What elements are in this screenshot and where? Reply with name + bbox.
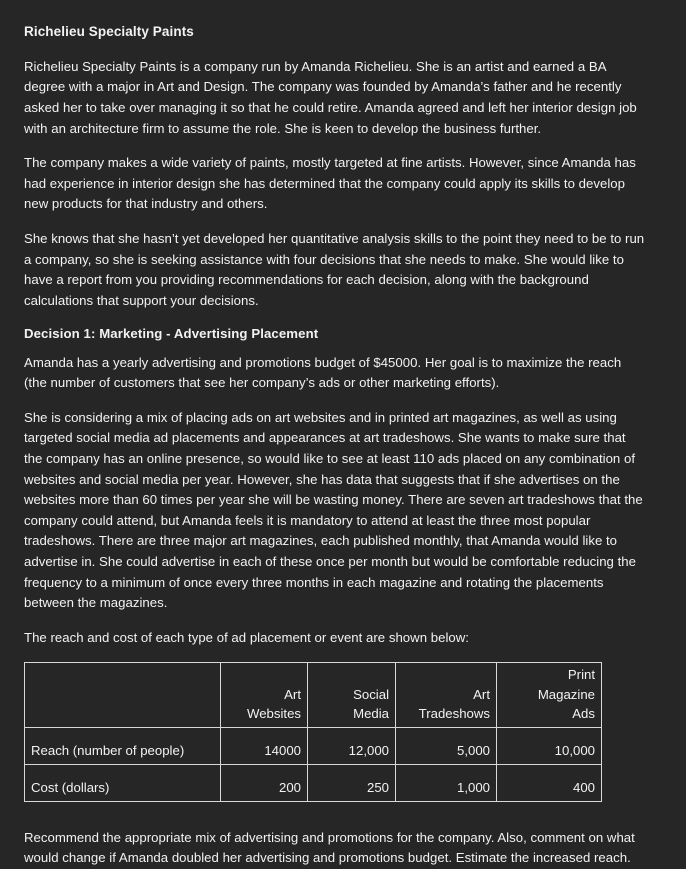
decision-1-heading: Decision 1: Marketing - Advertising Placement <box>24 326 319 342</box>
intro-paragraph-1: Richelieu Specialty Paints is a company run by Amanda Richelieu. She is an artist and earned a BA degree with a major in Art and Design. The company was founded by Amanda’s father and he recently asked her to take over managing it so that he could retire. Amanda agreed and left her interior design job with an architecture firm to assume the role. She is keen to develop the business further. <box>24 58 637 136</box>
decision-1-paragraph-2: She is considering a mix of placing ads on art websites and in printed art magazines, as well as using targeted social media ad placements and appearances at art tradeshows. She wants to make sure that the company has an online presence, so would like to see at least 110 ads placed on any combination of websites and social media per year. However, she has data that suggests that if she advertises on the websites more than 60 times per year she will be wasting money. There are seven art tradeshows that the company could attend, but Amanda feels it is mandatory to attend at least the three most popular tradeshows. There are three major art magazines, each published monthly, that Amanda would like to advertise in. She could advertise in each of these once per month but would be comfortable reducing the frequency to a minimum of once every three months in each magazine and rotating the placements between the magazines. <box>24 409 643 611</box>
column-header-line: Print <box>567 667 595 683</box>
table-row <box>25 764 602 801</box>
page-title: Richelieu Specialty Paints <box>24 24 194 39</box>
table-column-header-art-tradeshows <box>396 663 497 728</box>
column-header-line: Art <box>473 686 490 702</box>
column-header-line: Ads <box>572 706 595 722</box>
cost-print-magazine-ads: 400 <box>497 764 602 801</box>
column-header-line: Art <box>284 686 301 702</box>
cost-social-media: 250 <box>308 764 396 801</box>
decision-1-paragraph-1: Amanda has a yearly advertising and promotions budget of $45000. Her goal is to maximize the reach (the number of customers that see her company’s ads or other marketing efforts). <box>24 354 622 391</box>
reach-art-tradeshows: 5,000 <box>396 727 497 764</box>
column-header-line: Websites <box>247 706 301 722</box>
cost-art-tradeshows: 1,000 <box>396 764 497 801</box>
column-header-line: Social <box>353 686 389 702</box>
reach-print-magazine-ads: 10,000 <box>497 727 602 764</box>
table-column-header-art-websites <box>221 663 308 728</box>
decision-1-table-intro: The reach and cost of each type of ad placement or event are shown below: <box>24 629 469 645</box>
column-header-line: Media <box>353 706 389 722</box>
row-label-reach: Reach (number of people) <box>25 727 221 764</box>
intro-paragraph-3: She knows that she hasn’t yet developed her quantitative analysis skills to the point they need to be to run a company, so she is seeking assistance with four decisions that she needs to make. She would like to have a report from you providing recommendations for each decision, along with the background calculations that support your decisions. <box>24 231 645 308</box>
column-header-line: Tradeshows <box>418 706 490 722</box>
reach-cost-table <box>24 662 602 802</box>
table-column-header-print-magazine-ads <box>497 663 602 728</box>
row-label-cost: Cost (dollars) <box>25 764 221 801</box>
table-corner-cell <box>25 663 221 728</box>
table-header-row <box>25 663 602 728</box>
table-row <box>25 727 602 764</box>
table-column-header-social-media <box>308 663 396 728</box>
cost-art-websites: 200 <box>221 764 308 801</box>
table-body <box>25 727 602 801</box>
reach-art-websites: 14000 <box>221 727 308 764</box>
reach-cost-table-wrapper <box>24 662 646 802</box>
table-header <box>25 663 602 728</box>
decision-1-closing-paragraph: Recommend the appropriate mix of advertising and promotions for the company. Also, comment on what would change if Amanda doubled her advertising and promotions budget. Estimate the increased reach. <box>24 829 635 866</box>
intro-paragraph-2: The company makes a wide variety of paints, mostly targeted at fine artists. However, since Amanda has had experience in interior design she has determined that the company could apply its skills to develop new products for that industry and others. <box>24 155 636 212</box>
column-header-line: Magazine <box>537 686 595 702</box>
reach-social-media: 12,000 <box>308 727 396 764</box>
